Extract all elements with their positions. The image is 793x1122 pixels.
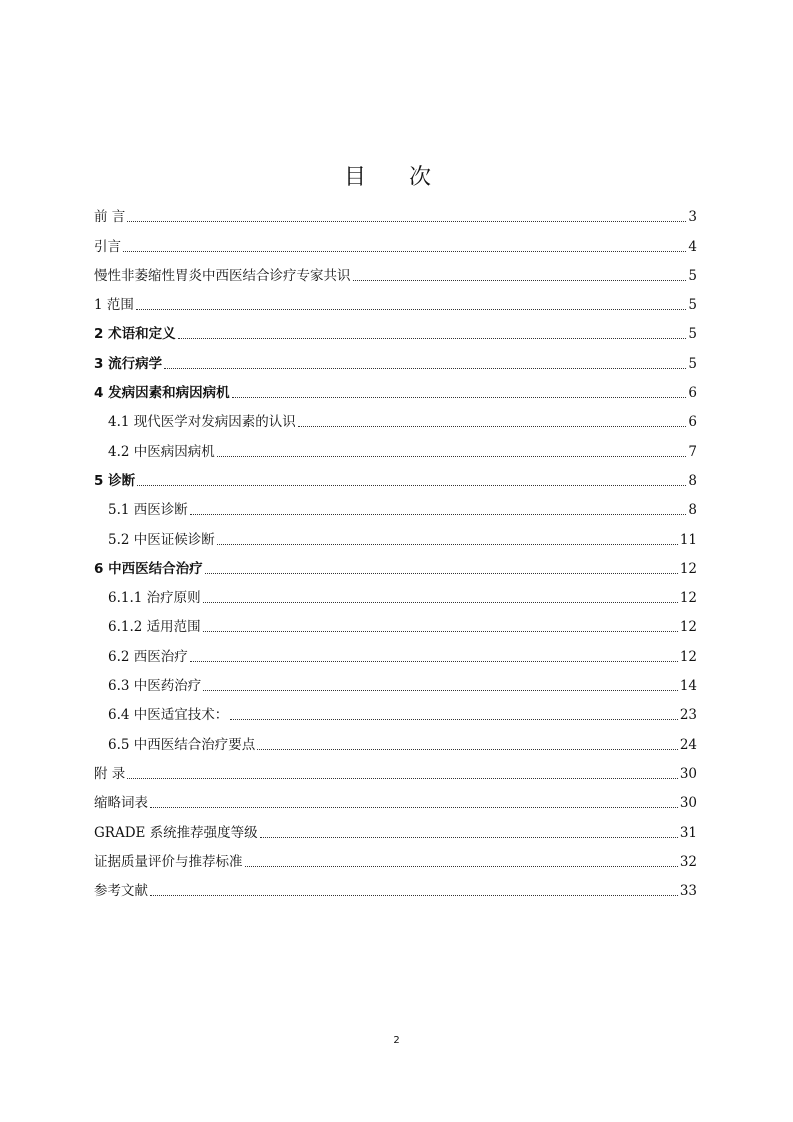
toc-entry-page: 8: [688, 502, 697, 519]
toc-entry-page: 24: [679, 736, 697, 753]
toc-entry[interactable]: [94, 402, 697, 431]
toc-entry-label: 5 诊断: [94, 472, 136, 489]
dot-leader: [127, 778, 678, 779]
toc-entry-page: 32: [679, 853, 697, 870]
toc-entry-page: 30: [679, 795, 697, 812]
dot-leader: [190, 514, 687, 515]
toc-entry[interactable]: [94, 549, 697, 578]
toc-entry-label: 5.1 西医诊断: [108, 502, 188, 519]
dot-leader: [353, 280, 687, 281]
toc-entry[interactable]: [94, 666, 697, 695]
toc-entry[interactable]: [94, 871, 697, 900]
toc-entry-label: 引言: [94, 238, 121, 255]
toc-entry[interactable]: [94, 343, 697, 372]
toc-entry-label: 6.4 中医适宜技术：: [108, 707, 229, 724]
toc-entry-page: 14: [679, 678, 697, 695]
toc-entry-label: 5.2 中医证候诊断: [108, 531, 215, 548]
dot-leader: [123, 251, 686, 252]
toc-entry[interactable]: [94, 754, 697, 783]
dot-leader: [203, 690, 678, 691]
toc-entry-label: 4 发病因素和病因病机: [94, 385, 230, 402]
toc-entry-page: 3: [688, 209, 697, 226]
toc-entry[interactable]: [94, 695, 697, 724]
toc-entry-label: 6.1.1 治疗原则: [108, 590, 201, 607]
toc-entry-page: 31: [679, 824, 697, 841]
dot-leader: [150, 895, 678, 896]
page-title: 目 次: [344, 165, 449, 190]
toc-entry[interactable]: [94, 812, 697, 841]
toc-entry-page: 11: [679, 531, 697, 548]
toc-entry-page: 12: [679, 560, 697, 577]
toc-entry-label: 慢性非萎缩性胃炎中西医结合诊疗专家共识: [94, 267, 351, 284]
dot-leader: [203, 602, 678, 603]
toc-entry[interactable]: [94, 519, 697, 548]
toc-entry-label: 缩略词表: [94, 795, 148, 812]
dot-leader: [178, 338, 687, 339]
toc-entry-label: 6.1.2 适用范围: [108, 619, 201, 636]
toc-entry-page: 12: [679, 648, 697, 665]
toc-entry-page: 30: [679, 765, 697, 782]
toc-entry-label: 3 流行病学: [94, 355, 163, 372]
toc-entry-page: 8: [688, 472, 697, 489]
dot-leader: [136, 309, 687, 310]
toc-entry[interactable]: [94, 373, 697, 402]
toc-entry-page: 5: [688, 326, 697, 343]
toc-entry-label: 2 术语和定义: [94, 326, 176, 343]
toc-entry[interactable]: [94, 314, 697, 343]
toc-entry-page: 12: [679, 619, 697, 636]
dot-leader: [245, 866, 678, 867]
toc-entry[interactable]: [94, 724, 697, 753]
dot-leader: [260, 837, 678, 838]
toc-entry-label: 证据质量评价与推荐标准: [94, 853, 243, 870]
toc-entry-label: 4.2 中医病因病机: [108, 443, 215, 460]
dot-leader: [257, 749, 678, 750]
toc-entry-page: 23: [679, 707, 697, 724]
dot-leader: [232, 397, 687, 398]
toc-entry-page: 4: [688, 238, 697, 255]
toc-entry[interactable]: [94, 285, 697, 314]
toc-entry-page: 5: [688, 355, 697, 372]
toc-entry[interactable]: [94, 256, 697, 285]
toc-entry-page: 5: [688, 267, 697, 284]
toc-entry[interactable]: [94, 197, 697, 226]
toc-entry-label: 6 中西医结合治疗: [94, 560, 203, 577]
toc-entry[interactable]: [94, 461, 697, 490]
dot-leader: [190, 661, 678, 662]
dot-leader: [203, 631, 678, 632]
toc-entry[interactable]: [94, 226, 697, 255]
dot-leader: [230, 719, 678, 720]
toc-entry[interactable]: [94, 490, 697, 519]
table-of-contents: [94, 197, 697, 900]
toc-entry-label: 参考文献: [94, 883, 148, 900]
toc-entry[interactable]: [94, 783, 697, 812]
toc-entry-label: 6.2 西医治疗: [108, 648, 188, 665]
dot-leader: [217, 456, 687, 457]
toc-entry[interactable]: [94, 636, 697, 665]
toc-entry-label: 6.5 中西医结合治疗要点: [108, 736, 256, 753]
toc-entry-page: 12: [679, 590, 697, 607]
toc-entry-label: 附 录: [94, 765, 126, 782]
toc-entry-page: 5: [688, 297, 697, 314]
toc-entry[interactable]: [94, 607, 697, 636]
toc-entry[interactable]: [94, 578, 697, 607]
toc-entry-label: 6.3 中医药治疗: [108, 678, 202, 695]
toc-entry-label: GRADE 系统推荐强度等级: [94, 824, 258, 841]
dot-leader: [164, 368, 686, 369]
dot-leader: [150, 807, 678, 808]
dot-leader: [127, 221, 686, 222]
toc-entry-page: 7: [688, 443, 697, 460]
dot-leader: [298, 426, 687, 427]
toc-entry-label: 4.1 现代医学对发病因素的认识: [108, 414, 296, 431]
page-number: 2: [393, 1035, 400, 1046]
dot-leader: [217, 544, 678, 545]
toc-entry-page: 33: [679, 883, 697, 900]
toc-entry-label: 前 言: [94, 209, 126, 226]
toc-entry[interactable]: [94, 842, 697, 871]
dot-leader: [205, 573, 678, 574]
dot-leader: [137, 485, 686, 486]
toc-entry[interactable]: [94, 431, 697, 460]
toc-entry-label: 1 范围: [94, 297, 134, 314]
toc-entry-page: 6: [688, 385, 697, 402]
toc-entry-page: 6: [688, 414, 697, 431]
